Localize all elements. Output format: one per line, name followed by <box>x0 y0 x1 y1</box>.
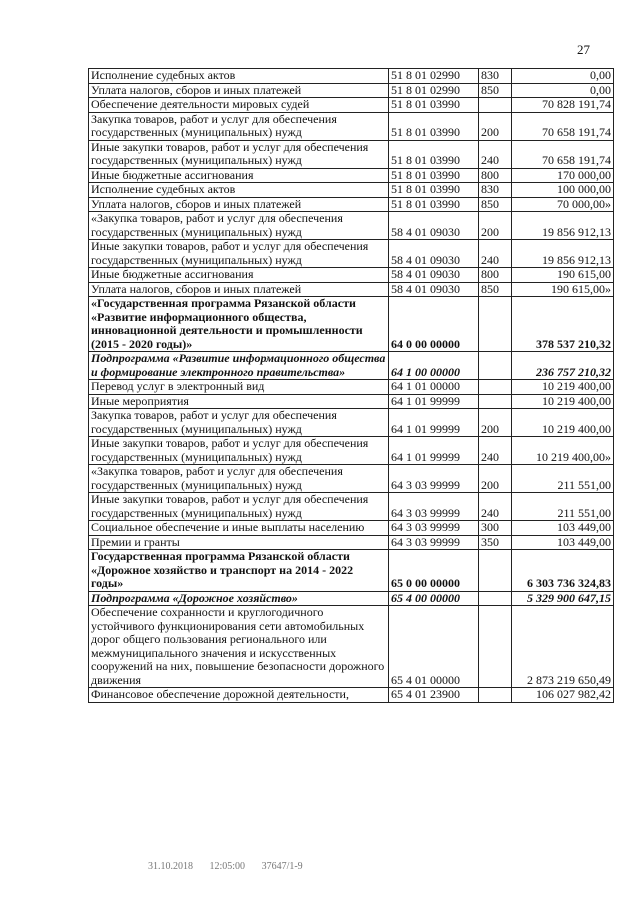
row-target-code: 64 1 00 00000 <box>389 352 479 380</box>
page-number: 27 <box>577 42 590 57</box>
row-name: Иные закупки товаров, работ и услуг для обеспечения государственных (муниципальных) нужд <box>89 240 389 268</box>
row-amount: 103 449,00 <box>512 521 614 536</box>
row-target-code: 64 3 03 99999 <box>389 535 479 550</box>
row-expense-type <box>479 688 512 703</box>
row-amount: 10 219 400,00 <box>512 380 614 395</box>
table-row <box>89 98 614 113</box>
row-target-code: 64 1 01 99999 <box>389 409 479 437</box>
row-expense-type: 800 <box>479 268 512 283</box>
table-row <box>89 380 614 395</box>
row-name: Уплата налогов, сборов и иных платежей <box>89 83 389 98</box>
table-row <box>89 550 614 592</box>
row-amount: 106 027 982,42 <box>512 688 614 703</box>
table-row <box>89 493 614 521</box>
row-name: Государственная программа Рязанской области «Дорожное хозяйство и транспорт на 2014 - 2022 годы» <box>89 550 389 592</box>
table-row <box>89 297 614 352</box>
table-row <box>89 83 614 98</box>
row-target-code: 64 1 01 00000 <box>389 380 479 395</box>
row-expense-type: 850 <box>479 83 512 98</box>
row-amount: 211 551,00 <box>512 465 614 493</box>
row-expense-type: 200 <box>479 212 512 240</box>
table-row <box>89 168 614 183</box>
row-target-code: 51 8 01 03990 <box>389 140 479 168</box>
table-row <box>89 140 614 168</box>
row-target-code: 51 8 01 02990 <box>389 83 479 98</box>
table-row <box>89 183 614 198</box>
row-target-code: 51 8 01 03990 <box>389 98 479 113</box>
row-expense-type <box>479 550 512 592</box>
row-name: Исполнение судебных актов <box>89 69 389 84</box>
row-expense-type: 240 <box>479 140 512 168</box>
budget-table-body <box>89 69 614 703</box>
row-target-code: 64 0 00 00000 <box>389 297 479 352</box>
row-amount: 70 658 191,74 <box>512 140 614 168</box>
row-expense-type: 200 <box>479 409 512 437</box>
table-row <box>89 352 614 380</box>
table-row <box>89 606 614 688</box>
table-row <box>89 197 614 212</box>
row-target-code: 64 3 03 99999 <box>389 493 479 521</box>
table-row <box>89 282 614 297</box>
row-expense-type: 240 <box>479 437 512 465</box>
row-amount: 70 000,00» <box>512 197 614 212</box>
row-amount: 378 537 210,32 <box>512 297 614 352</box>
row-target-code: 64 1 01 99999 <box>389 437 479 465</box>
row-name: Премии и гранты <box>89 535 389 550</box>
table-row <box>89 394 614 409</box>
row-amount: 2 873 219 650,49 <box>512 606 614 688</box>
row-amount: 70 828 191,74 <box>512 98 614 113</box>
row-expense-type <box>479 606 512 688</box>
row-target-code: 51 8 01 02990 <box>389 69 479 84</box>
row-name: Обеспечение сохранности и круглогодичного устойчивого функционирования сети автомобильных дорог общего пользования регионального или межмуниципального значения и искусственных сооружений на них, повышение безопасности дорожного движения <box>89 606 389 688</box>
row-target-code: 65 4 01 23900 <box>389 688 479 703</box>
table-row <box>89 268 614 283</box>
table-row <box>89 240 614 268</box>
row-amount: 10 219 400,00 <box>512 409 614 437</box>
row-amount: 190 615,00» <box>512 282 614 297</box>
row-name: Закупка товаров, работ и услуг для обеспечения государственных (муниципальных) нужд <box>89 112 389 140</box>
row-name: Социальное обеспечение и иные выплаты населению <box>89 521 389 536</box>
row-amount: 0,00 <box>512 83 614 98</box>
table-row <box>89 112 614 140</box>
row-name: Иные закупки товаров, работ и услуг для обеспечения государственных (муниципальных) нужд <box>89 437 389 465</box>
row-expense-type <box>479 297 512 352</box>
row-expense-type: 830 <box>479 69 512 84</box>
table-row <box>89 437 614 465</box>
row-expense-type: 850 <box>479 197 512 212</box>
row-target-code: 58 4 01 09030 <box>389 212 479 240</box>
row-amount: 0,00 <box>512 69 614 84</box>
row-target-code: 58 4 01 09030 <box>389 268 479 283</box>
row-name: Исполнение судебных актов <box>89 183 389 198</box>
row-expense-type <box>479 591 512 606</box>
row-name: Подпрограмма «Развитие информационного общества и формирование электронного правительства» <box>89 352 389 380</box>
row-target-code: 64 1 01 99999 <box>389 394 479 409</box>
row-amount: 19 856 912,13 <box>512 212 614 240</box>
table-row <box>89 212 614 240</box>
row-target-code: 51 8 01 03990 <box>389 183 479 198</box>
row-amount: 170 000,00 <box>512 168 614 183</box>
table-row <box>89 409 614 437</box>
table-row <box>89 688 614 703</box>
row-target-code: 65 4 00 00000 <box>389 591 479 606</box>
row-name: Иные бюджетные ассигнования <box>89 168 389 183</box>
budget-table <box>88 68 614 703</box>
row-amount: 10 219 400,00» <box>512 437 614 465</box>
row-expense-type <box>479 394 512 409</box>
row-expense-type <box>479 352 512 380</box>
row-expense-type <box>479 98 512 113</box>
row-name: Иные мероприятия <box>89 394 389 409</box>
row-expense-type: 300 <box>479 521 512 536</box>
table-row <box>89 465 614 493</box>
footer-stamp <box>148 861 303 872</box>
row-expense-type: 200 <box>479 465 512 493</box>
row-amount: 100 000,00 <box>512 183 614 198</box>
table-row <box>89 535 614 550</box>
row-name: «Закупка товаров, работ и услуг для обеспечения государственных (муниципальных) нужд <box>89 465 389 493</box>
row-target-code: 51 8 01 03990 <box>389 168 479 183</box>
row-target-code: 58 4 01 09030 <box>389 240 479 268</box>
row-amount: 70 658 191,74 <box>512 112 614 140</box>
row-name: «Государственная программа Рязанской области «Развитие информационного общества, инновационной деятельности и промышленности (2015 - 2020 годы)» <box>89 297 389 352</box>
row-amount: 5 329 900 647,15 <box>512 591 614 606</box>
row-amount: 6 303 736 324,83 <box>512 550 614 592</box>
row-expense-type: 800 <box>479 168 512 183</box>
row-expense-type: 350 <box>479 535 512 550</box>
row-expense-type <box>479 380 512 395</box>
row-expense-type: 240 <box>479 493 512 521</box>
table-row <box>89 521 614 536</box>
row-name: Уплата налогов, сборов и иных платежей <box>89 197 389 212</box>
row-amount: 211 551,00 <box>512 493 614 521</box>
row-expense-type: 850 <box>479 282 512 297</box>
row-amount: 103 449,00 <box>512 535 614 550</box>
table-row <box>89 591 614 606</box>
row-name: Уплата налогов, сборов и иных платежей <box>89 282 389 297</box>
row-name: Финансовое обеспечение дорожной деятельности, <box>89 688 389 703</box>
row-expense-type: 240 <box>479 240 512 268</box>
row-target-code: 64 3 03 99999 <box>389 465 479 493</box>
row-name: Подпрограмма «Дорожное хозяйство» <box>89 591 389 606</box>
row-expense-type: 830 <box>479 183 512 198</box>
row-amount: 190 615,00 <box>512 268 614 283</box>
row-target-code: 64 3 03 99999 <box>389 521 479 536</box>
row-name: «Закупка товаров, работ и услуг для обеспечения государственных (муниципальных) нужд <box>89 212 389 240</box>
row-amount: 236 757 210,32 <box>512 352 614 380</box>
row-target-code: 65 0 00 00000 <box>389 550 479 592</box>
row-name: Иные бюджетные ассигнования <box>89 268 389 283</box>
row-target-code: 51 8 01 03990 <box>389 112 479 140</box>
row-name: Иные закупки товаров, работ и услуг для обеспечения государственных (муниципальных) нужд <box>89 140 389 168</box>
row-expense-type: 200 <box>479 112 512 140</box>
row-name: Иные закупки товаров, работ и услуг для обеспечения государственных (муниципальных) нужд <box>89 493 389 521</box>
row-amount: 10 219 400,00 <box>512 394 614 409</box>
table-row <box>89 69 614 84</box>
footer-code: 37647/1-9 <box>261 861 303 872</box>
row-name: Обеспечение деятельности мировых судей <box>89 98 389 113</box>
row-target-code: 51 8 01 03990 <box>389 197 479 212</box>
footer-date: 31.10.2018 12:05:00 <box>148 861 246 872</box>
row-amount: 19 856 912,13 <box>512 240 614 268</box>
row-target-code: 65 4 01 00000 <box>389 606 479 688</box>
row-target-code: 58 4 01 09030 <box>389 282 479 297</box>
row-name: Перевод услуг в электронный вид <box>89 380 389 395</box>
row-name: Закупка товаров, работ и услуг для обеспечения государственных (муниципальных) нужд <box>89 409 389 437</box>
